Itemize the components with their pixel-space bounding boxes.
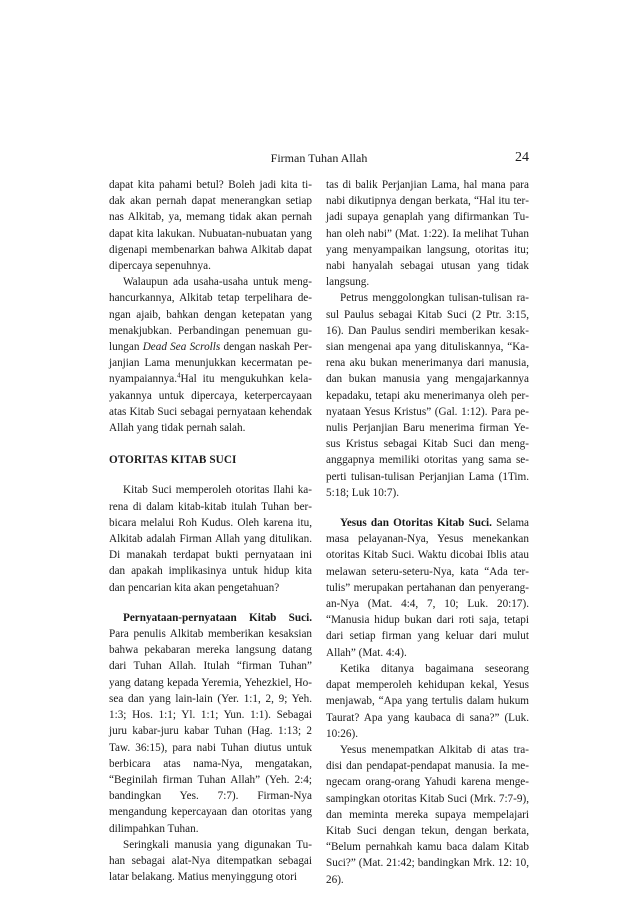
running-title: Firman Tuhan Allah xyxy=(270,151,368,165)
paragraph-text: Walaupun ada usaha-usaha untuk menghancurkannya, Alkitab tetap terpelihara dengan ajaib, bahkan dengan ketepatan yang menakjubkan. Perbandingan penemuan gulungan xyxy=(109,276,312,354)
paragraph-text: dengan naskah Perjanjian Lama menunjukkan kecermatan penyampaiannya. xyxy=(109,341,313,386)
paragraph: dapat kita pahami betul? Boleh jadi kita tidak akan pernah dapat menerangkan setiap nas Alkitab, ya, memang tidak akan pernah dapat kita lakukan. Nubuatan-nubuatan yang digenapi membenarkan bahwa Alkitab dapat dipercaya sepenuhnya. xyxy=(109,179,312,273)
paragraph: Kitab Suci memperoleh otoritas Ilahi karena di dalam kitab-kitab itulah Tuhan berbicara melalui Roh Kudus. Oleh karena itu, Alkitab adalah Firman Allah yang ditulikan. Di manakah terdapat bukti pernyataan ini dan apakah implikasinya untuk hidup kita dan pencarian kita akan pengetahuan? xyxy=(109,484,312,594)
run-in-heading: Yesus dan Otoritas Kitab Suci. xyxy=(340,517,492,530)
italic-title: Dead Sea Scrolls xyxy=(142,341,221,354)
running-header xyxy=(109,150,529,168)
paragraph xyxy=(109,610,312,837)
paragraph: Ketika ditanya bagaimana seseorang dapat memperoleh kehidupan kekal, Yesus menjawab, “Apa yang tertulis dalam hukum Taurat? Apa yang kaubaca di sana?” (Luk. 10:26). xyxy=(326,662,529,740)
page-number: 24 xyxy=(515,150,529,165)
footnote-marker: 4 xyxy=(177,371,181,380)
paragraph-text: Hal itu mengukuhkan kelayakannya untuk dipercaya, keterpercayaan atas Kitab Suci sebagai pernyataan kehendak Allah yang tidak pernah salah. xyxy=(109,373,312,435)
paragraph xyxy=(326,515,529,661)
run-in-heading: Pernyataan-pernyataan Kitab Suci. xyxy=(123,611,312,624)
paragraph: Seringkali manusia yang digunakan Tuhan sebagai alat-Nya ditempatkan sebagai latar belakang. Matius menyinggung otori xyxy=(109,838,312,884)
paragraph xyxy=(109,274,312,436)
paragraph: Yesus menempatkan Alkitab di atas tradisi dan pendapat-pendapat manusia. Ia mengecam orang-orang Yahudi karena mengesampingkan otoritas Kitab Suci (Mrk. 7:7-9), dan meminta mereka supaya mempelajari Kitab Suci dengan tekun, dengan berkata, “Belum pernahkah kamu baca dalam Kitab Suci?” (Mat. 21:42; bandingkan Mrk. 12: 10, 26). xyxy=(326,743,529,886)
paragraph: tas di balik Perjanjian Lama, hal mana para nabi dikutipnya dengan berkata, “Hal itu terjadi supaya genaplah yang difirmankan Tuhan oleh nabi” (Mat. 1:22). Ia melihat Tuhan yang menyampaikan langsung, otoritas itu; nabi hanyalah sebagai utusan yang tidak langsung. xyxy=(326,179,529,289)
section-heading: OTORITAS KITAB SUCI xyxy=(109,454,237,467)
paragraph-text: Selama masa pelayanan-Nya, Yesus menekankan otoritas Kitab Suci. Waktu dicobai Iblis atau melawan seteru-seteru-Nya, kata “Ada tertulis” merupakan pertahanan dan penyerangan-Nya (Mat. 4:4, 7, 10; Luk. 20:17). “Manusia hidup bukan dari roti saja, tetapi dari setiap firman yang keluar dari mulut Allah” (Mat. 4:4). xyxy=(326,517,529,659)
paragraph-text: Para penulis Alkitab memberikan kesaksian bahwa pekabaran mereka langsung datang dari Tuhan Allah. Itulah “firman Tuhan” yang datang kepada Yeremia, Yehezkiel, Hosea dan yang lain-lain (Yer. 1:1, 2, 9; Yeh. 1:3; Hos. 1:1; Yl. 1:1; Yun. 1:1). Sebagai juru kabar-juru kabar Tuhan (Hag. 1:13; 2 Taw. 36:15), para nabi Tuhan diutus untuk berbicara atas nama-Nya, mengatakan, “Beginilah firman Tuhan Allah” (Yeh. 2:4; bandingkan Yes. 7:7). Firman-Nya mengandung kepercayaan dan otoritas yang dilimpahkan Tuhan. xyxy=(109,628,312,835)
right-column xyxy=(326,177,529,888)
left-column xyxy=(109,177,312,885)
paragraph: Petrus menggolongkan tulisan-tulisan rasul Paulus sebagai Kitab Suci (2 Ptr. 3:15, 16). Dan Paulus sendiri memberikan kesaksian mengenai apa yang dituliskannya, “Karena aku bukan menerimanya dari manusia, dan bukan manusia yang mengajarkannya kepadaku, tetapi aku menerimanya oleh pernyataan Yesus Kristus” (Gal. 1:12). Para penulis Perjanjian Baru menerima firman Yesus Kristus sebagai Kitab Suci dan menganggapnya memiliki otoritas yang sama seperti tulisan-tulisan Perjanjian Lama (1Tim. 5:18; Luk 10:7). xyxy=(326,292,529,499)
